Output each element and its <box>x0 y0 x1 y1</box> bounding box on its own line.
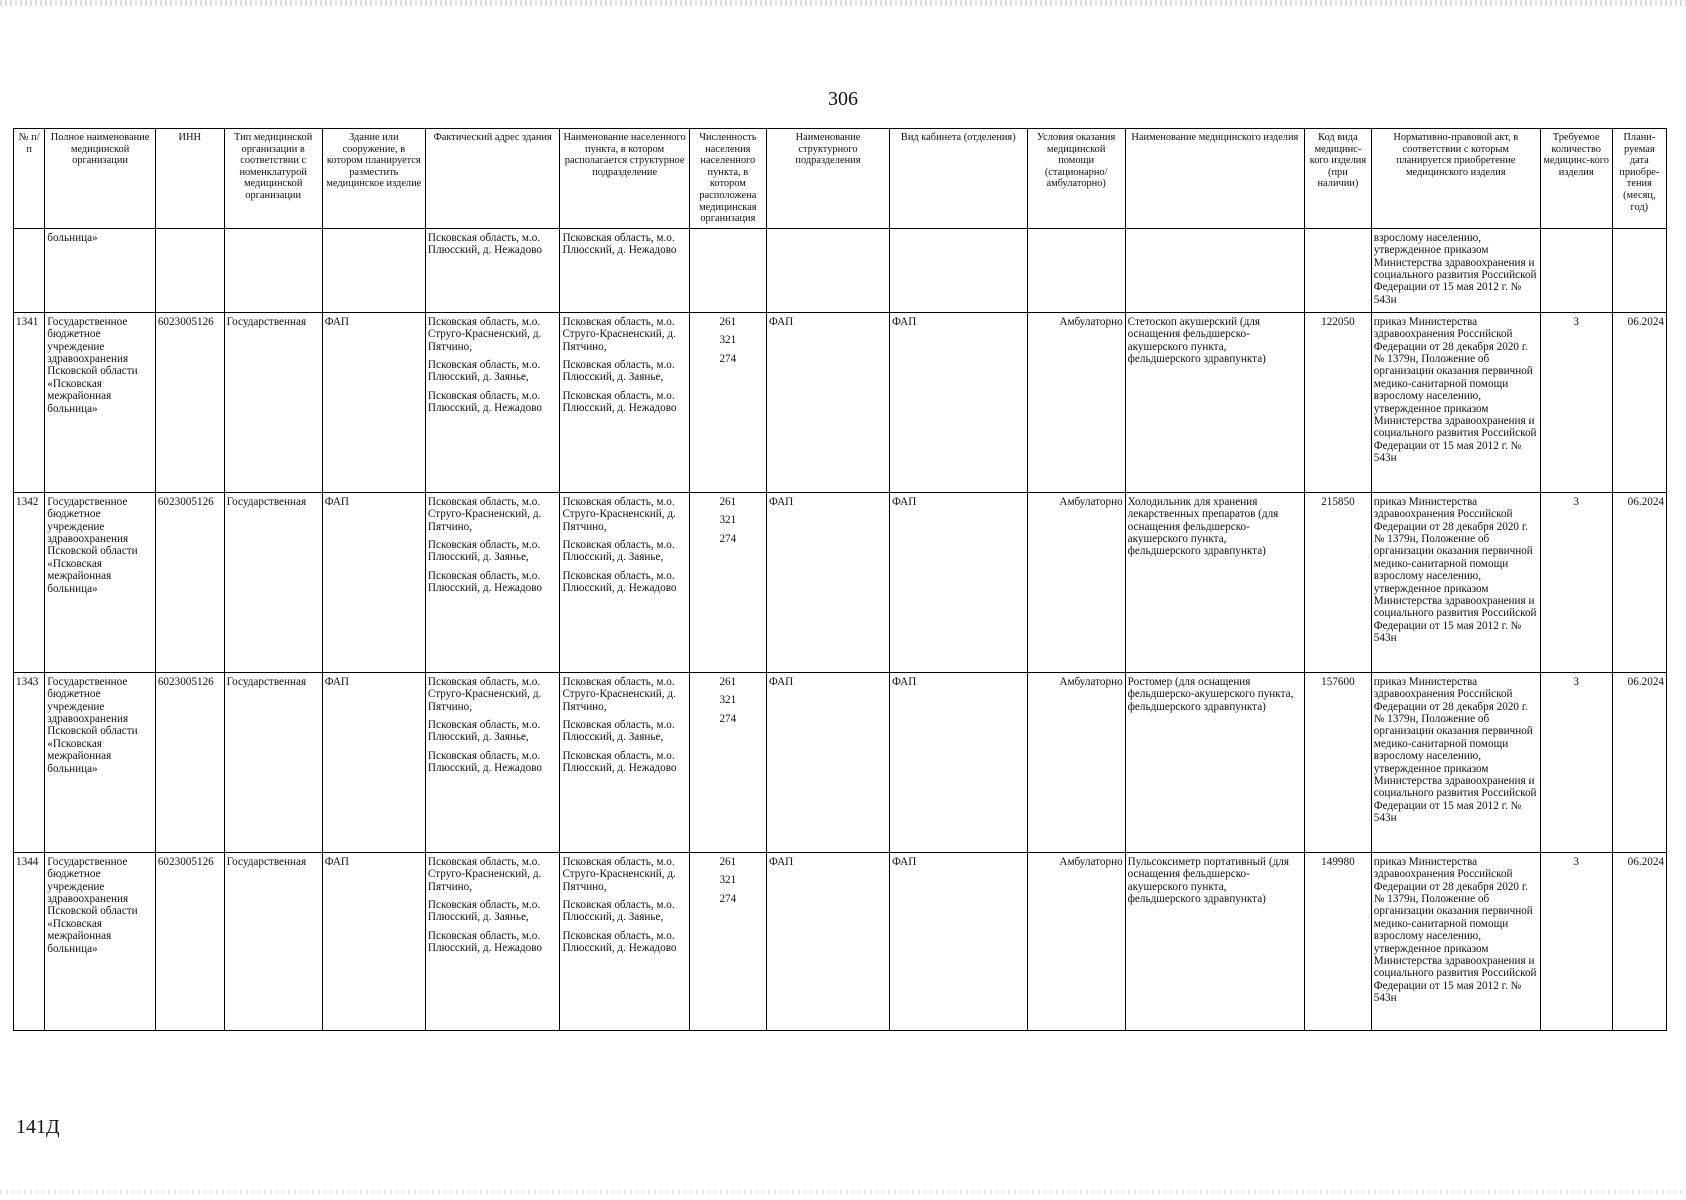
population-value: 261 <box>719 675 737 688</box>
address-line: Псковская область, м.о. Плюсский, д. Нежадово <box>427 231 542 257</box>
scan-edge-top <box>0 0 1686 6</box>
column-header: Тип медицинской организации в соответствии с номенклатурой медицинской организации <box>224 129 322 229</box>
cell-date: 06.2024 <box>1612 852 1666 1030</box>
cell-qty: 3 <box>1540 312 1612 492</box>
cell-population <box>689 312 766 492</box>
cell-cabinet: ФАП <box>889 312 1027 492</box>
cell-org: Государственное бюджетное учреждение здравоохранения Псковской области «Псковская межрайонная больница» <box>45 492 156 672</box>
cell-settlement <box>560 312 689 492</box>
column-header: Вид кабинета (отделения) <box>889 129 1027 229</box>
settlement-line: Псковская область, м.о. Струго-Красненский, д. Пятчино, <box>562 855 676 893</box>
cell-population <box>689 852 766 1030</box>
table-body <box>14 228 1667 1030</box>
cell-date: 06.2024 <box>1612 492 1666 672</box>
cell-conditions <box>1027 228 1125 312</box>
settlement-line: Псковская область, м.о. Плюсский, д. Нежадово <box>562 929 677 955</box>
cell-address <box>425 852 560 1030</box>
column-header: Наименование населенного пункта, в котором располагается структурное подразделение <box>560 129 689 229</box>
column-header: Требуемое количество медицинс-кого изделия <box>1540 129 1612 229</box>
cell-org: Государственное бюджетное учреждение здравоохранения Псковской области «Псковская межрайонная больница» <box>45 672 156 852</box>
cell-conditions: Амбулаторно <box>1027 672 1125 852</box>
cell-act: приказ Министерства здравоохранения Российской Федерации от 28 декабря 2020 г. № 1379н, Положение об организации оказания первичной медико-санитарной помощи взрослому населению, утвержденное приказом Министерства здравоохранения и социального развития Российской Федерации от 15 мая 2012 г. № 543н <box>1371 672 1540 852</box>
cell-conditions: Амбулаторно <box>1027 312 1125 492</box>
settlement-line: Псковская область, м.о. Струго-Красненский, д. Пятчино, <box>562 495 676 533</box>
population-value: 274 <box>719 352 737 365</box>
cell-population <box>689 672 766 852</box>
cell-device <box>1125 228 1304 312</box>
column-header: Код вида медицинс-кого изделия (при наличии) <box>1305 129 1372 229</box>
population-value: 274 <box>719 532 737 545</box>
cell-date <box>1612 228 1666 312</box>
cell-address <box>425 672 560 852</box>
address-line: Псковская область, м.о. Струго-Красненский, д. Пятчино, <box>427 315 542 353</box>
column-header: Наименование медицинского изделия <box>1125 129 1304 229</box>
address-line: Псковская область, м.о. Плюсский, д. Нежадово <box>427 929 542 955</box>
cell-type: Государственная <box>224 672 322 852</box>
cell-settlement <box>560 852 689 1030</box>
cell-building: ФАП <box>322 492 425 672</box>
cell-num: 1342 <box>14 492 45 672</box>
population-value: 321 <box>719 514 737 527</box>
cell-qty: 3 <box>1540 852 1612 1030</box>
cell-building <box>322 228 425 312</box>
cell-unit: ФАП <box>766 312 889 492</box>
cell-building: ФАП <box>322 672 425 852</box>
address-line: Псковская область, м.о. Плюсский, д. Заянье, <box>427 718 541 744</box>
page-number: 306 <box>828 88 858 110</box>
cell-qty: 3 <box>1540 492 1612 672</box>
population-value: 274 <box>719 712 737 725</box>
address-line: Псковская область, м.о. Плюсский, д. Нежадово <box>427 389 542 415</box>
settlement-line: Псковская область, м.о. Струго-Красненский, д. Пятчино, <box>562 675 676 713</box>
settlement-line: Псковская область, м.о. Плюсский, д. Заянье, <box>562 898 675 924</box>
address-line: Псковская область, м.о. Плюсский, д. Нежадово <box>427 749 542 775</box>
cell-qty <box>1540 228 1612 312</box>
cell-population <box>689 492 766 672</box>
header-row <box>14 129 1667 229</box>
address-line: Псковская область, м.о. Струго-Красненский, д. Пятчино, <box>427 855 542 893</box>
column-header: Численность населения населенного пункта, в котором расположена медицинская организация <box>689 129 766 229</box>
cell-address <box>425 492 560 672</box>
cell-code: 215850 <box>1305 492 1372 672</box>
cell-building: ФАП <box>322 312 425 492</box>
population-value: 261 <box>719 855 737 868</box>
cell-settlement <box>560 228 689 312</box>
column-header: Наименование структурного подразделения <box>766 129 889 229</box>
cell-device: Холодильник для хранения лекарственных препаратов (для оснащения фельдшерско-акушерского пункта, фельдшерского здравпункта) <box>1125 492 1304 672</box>
cell-unit: ФАП <box>766 492 889 672</box>
cell-cabinet: ФАП <box>889 852 1027 1030</box>
cell-num <box>14 228 45 312</box>
settlement-line: Псковская область, м.о. Плюсский, д. Нежадово <box>562 231 677 257</box>
column-header: Плани-руемая дата приобре-тения (месяц, год) <box>1612 129 1666 229</box>
cell-date: 06.2024 <box>1612 312 1666 492</box>
cell-address <box>425 312 560 492</box>
population-value: 274 <box>719 892 737 905</box>
column-header: Полное наименование медицинской организации <box>45 129 156 229</box>
cell-unit: ФАП <box>766 672 889 852</box>
address-line: Псковская область, м.о. Струго-Красненский, д. Пятчино, <box>427 495 542 533</box>
cell-num: 1344 <box>14 852 45 1030</box>
table-row <box>14 852 1667 1030</box>
cell-type: Государственная <box>224 852 322 1030</box>
cell-act: взрослому населению, утвержденное приказом Министерства здравоохранения и социального развития Российской Федерации от 15 мая 2012 г. № 543н <box>1371 228 1540 312</box>
cell-conditions: Амбулаторно <box>1027 492 1125 672</box>
cell-inn: 6023005126 <box>155 672 224 852</box>
address-line: Псковская область, м.о. Струго-Красненский, д. Пятчино, <box>427 675 542 713</box>
cell-device: Пульсоксиметр портативный (для оснащения фельдшерско-акушерского пункта, фельдшерского здравпункта) <box>1125 852 1304 1030</box>
cell-conditions: Амбулаторно <box>1027 852 1125 1030</box>
cell-unit: ФАП <box>766 852 889 1030</box>
cell-act: приказ Министерства здравоохранения Российской Федерации от 28 декабря 2020 г. № 1379н, Положение об организации оказания первичной медико-санитарной помощи взрослому населению, утвержденное приказом Министерства здравоохранения и социального развития Российской Федерации от 15 мая 2012 г. № 543н <box>1371 492 1540 672</box>
address-line: Псковская область, м.о. Плюсский, д. Заянье, <box>427 538 541 564</box>
cell-type: Государственная <box>224 492 322 672</box>
address-line: Псковская область, м.о. Плюсский, д. Нежадово <box>427 569 542 595</box>
settlement-line: Псковская область, м.о. Струго-Красненский, д. Пятчино, <box>562 315 676 353</box>
table-row <box>14 492 1667 672</box>
cell-code: 149980 <box>1305 852 1372 1030</box>
cell-num: 1341 <box>14 312 45 492</box>
column-header: Здание или сооружение, в котором планируется разместить медицинское изделие <box>322 129 425 229</box>
cell-num: 1343 <box>14 672 45 852</box>
cell-type: Государственная <box>224 312 322 492</box>
cell-code <box>1305 228 1372 312</box>
column-header: ИНН <box>155 129 224 229</box>
scan-edge-bottom <box>0 1190 1686 1194</box>
cell-inn: 6023005126 <box>155 492 224 672</box>
population-value: 321 <box>719 334 737 347</box>
cell-cabinet <box>889 228 1027 312</box>
cell-act: приказ Министерства здравоохранения Российской Федерации от 28 декабря 2020 г. № 1379н, Положение об организации оказания первичной медико-санитарной помощи взрослому населению, утвержденное приказом Министерства здравоохранения и социального развития Российской Федерации от 15 мая 2012 г. № 543н <box>1371 312 1540 492</box>
cell-inn: 6023005126 <box>155 312 224 492</box>
population-value: 261 <box>719 495 737 508</box>
cell-act: приказ Министерства здравоохранения Российской Федерации от 28 декабря 2020 г. № 1379н, Положение об организации оказания первичной медико-санитарной помощи взрослому населению, утвержденное приказом Министерства здравоохранения и социального развития Российской Федерации от 15 мая 2012 г. № 543н <box>1371 852 1540 1030</box>
cell-address <box>425 228 560 312</box>
settlement-line: Псковская область, м.о. Плюсский, д. Заянье, <box>562 538 675 564</box>
cell-org: больница» <box>45 228 156 312</box>
column-header: Нормативно-правовой акт, в соответствии с которым планируется приобретение медицинского изделия <box>1371 129 1540 229</box>
settlement-line: Псковская область, м.о. Плюсский, д. Нежадово <box>562 389 677 415</box>
cell-inn: 6023005126 <box>155 852 224 1030</box>
table-row <box>14 312 1667 492</box>
document-code: 141Д <box>16 1116 60 1138</box>
settlement-line: Псковская область, м.о. Плюсский, д. Нежадово <box>562 749 677 775</box>
settlement-line: Псковская область, м.о. Плюсский, д. Заянье, <box>562 358 675 384</box>
settlement-line: Псковская область, м.о. Плюсский, д. Заянье, <box>562 718 675 744</box>
continuation-row <box>14 228 1667 312</box>
cell-code: 122050 <box>1305 312 1372 492</box>
settlement-line: Псковская область, м.о. Плюсский, д. Нежадово <box>562 569 677 595</box>
cell-cabinet: ФАП <box>889 492 1027 672</box>
population-value: 321 <box>719 694 737 707</box>
cell-device: Стетоскоп акушерский (для оснащения фельдшерско-акушерского пункта, фельдшерского здравпункта) <box>1125 312 1304 492</box>
cell-org: Государственное бюджетное учреждение здравоохранения Псковской области «Псковская межрайонная больница» <box>45 312 156 492</box>
column-header: № п/п <box>14 129 45 229</box>
cell-settlement <box>560 492 689 672</box>
cell-date: 06.2024 <box>1612 672 1666 852</box>
cell-inn <box>155 228 224 312</box>
column-header: Условия оказания медицинской помощи (стационарно/ амбулаторно) <box>1027 129 1125 229</box>
cell-device: Ростомер (для оснащения фельдшерско-акушерского пункта, фельдшерского здравпункта) <box>1125 672 1304 852</box>
population-value: 321 <box>719 874 737 887</box>
cell-cabinet: ФАП <box>889 672 1027 852</box>
population-value: 261 <box>719 315 737 328</box>
cell-code: 157600 <box>1305 672 1372 852</box>
cell-building: ФАП <box>322 852 425 1030</box>
address-line: Псковская область, м.о. Плюсский, д. Заянье, <box>427 898 541 924</box>
table-row <box>14 672 1667 852</box>
equipment-registry-table <box>13 128 1667 1031</box>
column-header: Фактический адрес здания <box>425 129 560 229</box>
cell-population <box>689 228 766 312</box>
cell-settlement <box>560 672 689 852</box>
cell-unit <box>766 228 889 312</box>
cell-type <box>224 228 322 312</box>
cell-qty: 3 <box>1540 672 1612 852</box>
address-line: Псковская область, м.о. Плюсский, д. Заянье, <box>427 358 541 384</box>
table-header <box>14 129 1667 229</box>
cell-org: Государственное бюджетное учреждение здравоохранения Псковской области «Псковская межрайонная больница» <box>45 852 156 1030</box>
